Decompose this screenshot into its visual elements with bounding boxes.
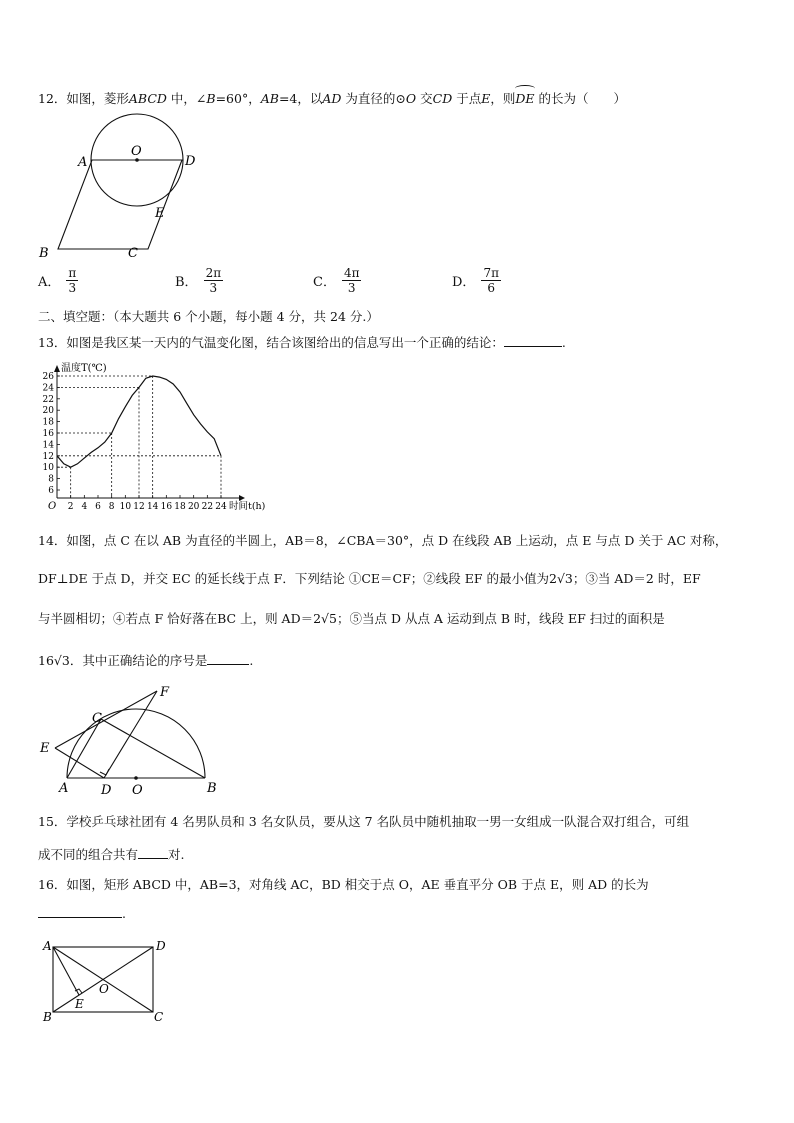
y-axis-label: 温度T(℃) bbox=[61, 363, 107, 374]
label-D: D bbox=[156, 939, 166, 953]
label-A: A bbox=[59, 781, 69, 796]
option-d[interactable]: D． $\frac{7\pi}{6}$ bbox=[452, 266, 499, 295]
label-O: O bbox=[131, 144, 142, 159]
y-tick-label: 12 bbox=[42, 451, 54, 462]
x-tick-label: 4 bbox=[81, 502, 88, 512]
q14-line3: 与半圆相切；④若点 F 恰好落在BC 上，则 AD＝2√5；⑤当点 D 从点 A 运动到点 B 时，线段 EF 扫过的面积是 bbox=[38, 611, 665, 626]
fraction: $\frac{7\pi}{6}$ bbox=[483, 266, 499, 295]
x-tick-label: 22 bbox=[201, 502, 214, 512]
answer-blank[interactable] bbox=[504, 334, 562, 347]
label-C: C bbox=[92, 711, 102, 726]
y-tick-label: 8 bbox=[48, 474, 54, 485]
q12-var: CD bbox=[432, 91, 453, 106]
fraction: $\frac{2\pi}{3}$ bbox=[205, 266, 222, 295]
label-E: E bbox=[40, 741, 50, 756]
section-heading: 二、填空题：（本大题共 6 个小题，每小题 4 分，共 24 分.） bbox=[38, 309, 379, 324]
label-B: B bbox=[43, 1010, 52, 1024]
y-tick-label: 16 bbox=[42, 429, 54, 439]
q15-line1: 15．学校乒乓球社团有 4 名男队员和 3 名女队员，要从这 7 名队员中随机抽取一男一女组成一队混合双打组合，可组 bbox=[38, 814, 690, 829]
x-tick-label: 18 bbox=[174, 502, 186, 512]
fraction: $\frac{4\pi}{3}$ bbox=[343, 266, 360, 295]
y-tick-label: 18 bbox=[42, 417, 54, 428]
y-axis-arrow bbox=[54, 365, 60, 372]
label-A: A bbox=[43, 939, 52, 953]
y-tick-label: 22 bbox=[42, 394, 54, 405]
x-tick-label: 14 bbox=[146, 502, 159, 512]
y-tick-label: 24 bbox=[42, 383, 54, 394]
q12-text: =60°， bbox=[215, 91, 261, 106]
x-tick-label: 12 bbox=[133, 502, 145, 512]
q14-line1: 14．如图，点 C 在以 AB 为直径的半圆上，AB＝8，∠CBA＝30°，点 D 在线段 AB 上运动，点 E 与点 D 关于 AC 对称， bbox=[38, 533, 728, 548]
y-tick-label: 6 bbox=[48, 486, 54, 496]
x-tick-label: 6 bbox=[95, 502, 101, 512]
label-D: D bbox=[101, 783, 112, 798]
y-tick-label: 14 bbox=[42, 440, 54, 451]
arc-de: DE bbox=[515, 91, 534, 106]
answer-blank[interactable] bbox=[38, 905, 122, 918]
q14-figure bbox=[35, 680, 235, 800]
x-tick-label: 2 bbox=[67, 502, 74, 512]
q12-text: 的长为（ ） bbox=[534, 91, 626, 106]
origin-label: O bbox=[48, 501, 57, 512]
q12-var: AD bbox=[322, 91, 342, 106]
q12-var: ABCD bbox=[128, 91, 167, 106]
q12-var: B bbox=[206, 91, 216, 106]
x-axis-label: 时间t(h) bbox=[229, 501, 266, 512]
q12-text: ，则 bbox=[490, 91, 516, 106]
label-C: C bbox=[154, 1010, 164, 1024]
x-tick-label: 24 bbox=[215, 502, 227, 512]
x-tick-label: 16 bbox=[160, 502, 173, 512]
q12-text: 为直径的⊙ bbox=[341, 91, 406, 106]
q12-text: 中，∠ bbox=[166, 91, 207, 106]
y-tick-label: 20 bbox=[42, 406, 54, 417]
label-B: B bbox=[39, 246, 49, 261]
arc-mark-icon bbox=[515, 85, 534, 92]
y-tick-label: 10 bbox=[42, 463, 54, 474]
label-C: C bbox=[128, 246, 138, 261]
label-A: A bbox=[78, 155, 88, 170]
q12-text: 于点 bbox=[452, 91, 482, 106]
label-E: E bbox=[75, 997, 84, 1011]
q14-line2: DF⊥DE 于点 D，并交 EC 的延长线于点 F．下列结论 ①CE＝CF；②线段 EF 的最小值为2√3；③当 AD＝2 时，EF bbox=[38, 571, 701, 586]
temperature-curve bbox=[57, 376, 221, 467]
y-tick-label: 26 bbox=[42, 372, 54, 382]
q12-text: 交 bbox=[416, 91, 433, 106]
label-F: F bbox=[160, 685, 170, 700]
x-tick-label: 20 bbox=[187, 502, 200, 512]
label-O: O bbox=[132, 783, 143, 798]
x-tick-label: 10 bbox=[119, 502, 132, 512]
label-D: D bbox=[185, 154, 196, 169]
q13-stem: 13．如图是我区某一天内的气温变化图，结合该图给出的信息写出一个正确的结论： . bbox=[38, 335, 566, 350]
option-c[interactable]: C． $\frac{4\pi}{3}$ bbox=[313, 266, 360, 295]
temperature-chart bbox=[30, 360, 290, 520]
q14-line4: 16√3．其中正确结论的序号是 . bbox=[38, 653, 254, 668]
label-O: O bbox=[99, 982, 109, 996]
q12-stem bbox=[38, 89, 626, 107]
x-tick-label: 8 bbox=[108, 502, 115, 512]
label-B: B bbox=[207, 781, 217, 796]
q12-var: E bbox=[481, 91, 491, 106]
answer-blank[interactable] bbox=[207, 652, 249, 665]
label-E: E bbox=[155, 206, 165, 221]
q16-line1: 16．如图，矩形 ABCD 中，AB=3，对角线 AC，BD 相交于点 O，AE 垂直平分 OB 于点 E，则 AD 的长为 bbox=[38, 877, 649, 892]
fraction: $\frac{\pi}{3}$ bbox=[68, 266, 77, 295]
q12-text: 12．如图，菱形 bbox=[38, 91, 129, 106]
q15-line2: 成不同的组合共有 对. bbox=[38, 847, 185, 862]
q16-line2: . bbox=[38, 905, 126, 921]
answer-blank[interactable] bbox=[138, 846, 168, 859]
q12-text: =4，以 bbox=[278, 91, 323, 106]
q12-var: AB bbox=[260, 91, 279, 106]
q12-var: O bbox=[405, 91, 417, 106]
option-b[interactable]: B． $\frac{2\pi}{3}$ bbox=[175, 266, 222, 295]
q12-figure bbox=[30, 110, 210, 270]
option-a[interactable]: A． $\frac{\pi}{3}$ bbox=[38, 266, 77, 295]
q16-figure bbox=[35, 935, 185, 1025]
